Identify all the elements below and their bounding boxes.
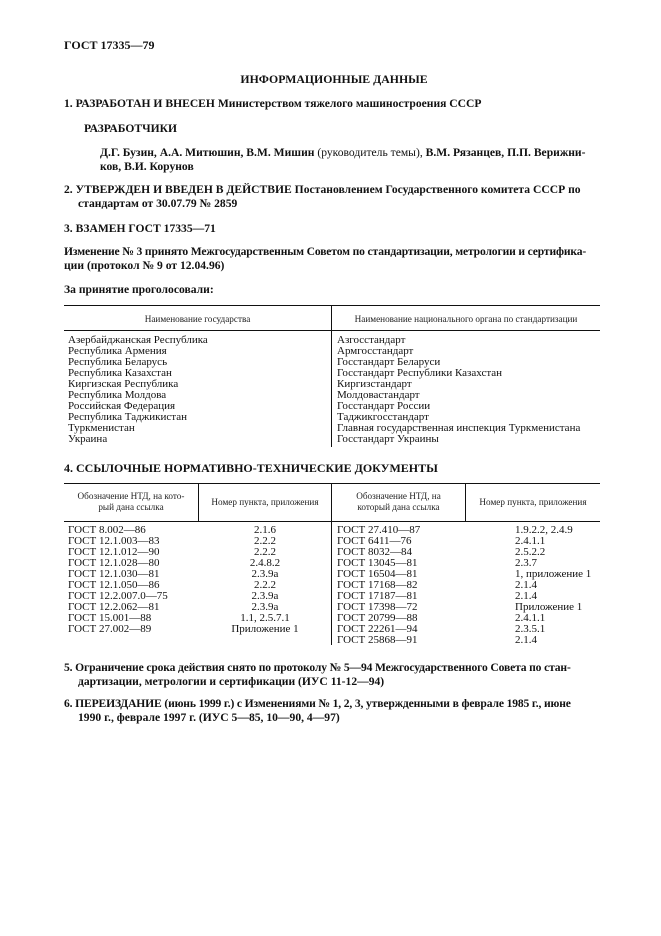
developers-names-rest: В.М. Рязанцев, П.П. Верижни- [425, 146, 586, 159]
document-id-header: ГОСТ 17335—79 [64, 38, 155, 52]
refs-row-ntd-left: ГОСТ 8.002—86 [68, 524, 146, 536]
section-2-line-2: стандартам от 30.07.79 № 2859 [78, 197, 238, 210]
states-row-body: Госстандарт Украины [337, 433, 439, 445]
refs-row-clause-left: 2.3.9а [251, 568, 279, 580]
refs-row-ntd-left: ГОСТ 15.001—88 [68, 612, 152, 624]
refs-row-ntd-left: ГОСТ 27.002—89 [68, 623, 152, 635]
refs-row-clause-right: 2.1.4 [515, 590, 537, 602]
refs-row-ntd-right: ГОСТ 8032—84 [337, 546, 412, 558]
refs-row-ntd-right: ГОСТ 16504—81 [337, 568, 418, 580]
refs-row-ntd-right: ГОСТ 17168—82 [337, 579, 418, 591]
states-row-state: Азербайджанская Республика [68, 334, 208, 346]
refs-row-ntd-left: ГОСТ 12.1.028—80 [68, 557, 160, 569]
refs-row-clause-right: 2.4.1.1 [515, 535, 546, 547]
section-5-line-1: 5. Ограничение срока действия снято по протоколу № 5—94 Межгосударственного Совета по стан- [64, 661, 571, 674]
amendment-line-1: Изменение № 3 принято Межгосударственным Советом по стандартизации, метрологии и сертифика- [64, 245, 587, 258]
refs-row-clause-right: 2.1.4 [515, 634, 537, 646]
states-table-column-divider [331, 305, 332, 447]
refs-header-ntd-right: Обозначение НТД, на который дана ссылка [356, 491, 441, 512]
states-row-state: Республика Молдова [68, 389, 167, 401]
states-row-state: Киргизская Республика [68, 378, 179, 390]
refs-row-clause-left: 2.1.6 [254, 524, 276, 536]
page-title: ИНФОРМАЦИОННЫЕ ДАННЫЕ [240, 72, 428, 86]
section-6-text: (июнь 1999 г.) с Изменениями № 1, 2, 3, утвержденными в феврале 1985 г., июне [164, 697, 571, 710]
states-row-body: Главная государственная инспекция Туркменистана [337, 422, 581, 434]
refs-row-clause-right: 2.4.1.1 [515, 612, 546, 624]
section-1-text: Министерством тяжелого машиностроения СССР [217, 97, 482, 110]
states-row-state: Республика Казахстан [68, 367, 172, 379]
voted-label: За принятие проголосовали: [64, 283, 214, 296]
section-4-title: 4. ССЫЛОЧНЫЕ НОРМАТИВНО-ТЕХНИЧЕСКИЕ ДОКУМЕНТЫ [64, 461, 438, 475]
states-row-state: Туркменистан [68, 422, 135, 434]
refs-row-ntd-left: ГОСТ 12.1.012—90 [68, 546, 160, 558]
refs-row-ntd-left: ГОСТ 12.1.030—81 [68, 568, 160, 580]
refs-row-clause-left: 2.2.2 [254, 579, 276, 591]
states-table-header-body: Наименование национального органа по стандартизации [354, 314, 578, 324]
refs-row-ntd-left: ГОСТ 12.2.062—81 [68, 601, 160, 613]
refs-row-clause-right: 1.9.2.2, 2.4.9 [515, 524, 573, 536]
section-2-line-1 [64, 183, 604, 197]
refs-row-clause-left: Приложение 1 [231, 623, 299, 635]
refs-row-clause-right: 1, приложение 1 [515, 568, 592, 580]
states-row-state: Российская Федерация [68, 400, 176, 412]
refs-header-clause-right: Номер пункта, приложения [479, 497, 587, 507]
states-row-state: Украина [68, 433, 108, 445]
states-row-body: Молдовастандарт [337, 389, 420, 401]
states-row-body: Азгосстандарт [337, 334, 406, 346]
refs-row-ntd-left: ГОСТ 12.1.050—86 [68, 579, 160, 591]
refs-row-clause-left: 2.3.9а [251, 601, 279, 613]
section-6-line-2: 1990 г., феврале 1997 г. (ИУС 5—85, 10—90, 4—97) [78, 711, 340, 724]
developers-line-1 [100, 146, 610, 160]
developers-role: (руководитель темы), [317, 146, 423, 159]
refs-row-clause-right: 2.3.7 [515, 557, 537, 569]
states-row-body: Госстандарт России [337, 400, 431, 412]
refs-row-clause-left: 2.4.8.2 [249, 557, 281, 569]
refs-table-header-rule [64, 521, 600, 522]
section-6-line-1 [64, 697, 609, 711]
refs-header-ntd-left: Обозначение НТД, на кото- рый дана ссылка [77, 491, 185, 512]
states-row-state: Республика Армения [68, 345, 167, 357]
refs-row-ntd-right: ГОСТ 25868—91 [337, 634, 418, 646]
refs-row-clause-left: 1.1, 2.5.7.1 [240, 612, 290, 624]
refs-row-clause-left: 2.2.2 [254, 535, 276, 547]
states-table-top-rule [64, 305, 600, 306]
refs-row-ntd-right: ГОСТ 20799—88 [337, 612, 418, 624]
developers-names: Д.Г. Бузин, А.А. Митюшин, В.М. Мишин [100, 146, 315, 159]
refs-table-top-rule [64, 483, 600, 484]
refs-header-clause-left: Номер пункта, приложения [211, 497, 319, 507]
refs-row-clause-right: Приложение 1 [515, 601, 583, 613]
states-row-state: Республика Беларусь [68, 356, 168, 368]
refs-row-clause-right: 2.1.4 [515, 579, 537, 591]
refs-row-clause-left: 2.2.2 [254, 546, 276, 558]
section-5-line-2: дартизации, метрологии и сертификации (ИУС 11-12—94) [78, 675, 385, 688]
refs-row-ntd-right: ГОСТ 17187—81 [337, 590, 418, 602]
section-1 [64, 97, 604, 111]
refs-row-ntd-right: ГОСТ 27.410—87 [337, 524, 421, 536]
states-row-body: Госстандарт Беларуси [337, 356, 441, 368]
section-1-lead: 1. РАЗРАБОТАН И ВНЕСЕН [64, 97, 215, 110]
states-row-body: Киргизстандарт [337, 378, 412, 390]
states-table-header-rule [64, 330, 600, 331]
states-table-header-state: Наименование государства [144, 314, 251, 324]
developers-line-2: ков, В.И. Корунов [100, 160, 194, 173]
developers-title: РАЗРАБОТЧИКИ [84, 122, 178, 135]
states-row-body: Таджикгосстандарт [337, 411, 429, 423]
refs-row-ntd-right: ГОСТ 13045—81 [337, 557, 418, 569]
amendment-line-2: ции (протокол № 9 от 12.04.96) [64, 259, 225, 272]
section-2-text: Постановлением Государственного комитета СССР по [294, 183, 581, 196]
states-row-body: Армгосстандарт [337, 345, 414, 357]
section-6-lead: 6. ПЕРЕИЗДАНИЕ [64, 697, 162, 710]
refs-row-ntd-left: ГОСТ 12.1.003—83 [68, 535, 160, 547]
refs-row-ntd-right: ГОСТ 22261—94 [337, 623, 418, 635]
states-row-body: Госстандарт Республики Казахстан [337, 367, 503, 379]
refs-row-ntd-right: ГОСТ 17398—72 [337, 601, 418, 613]
refs-row-ntd-left: ГОСТ 12.2.007.0—75 [68, 590, 168, 602]
refs-row-clause-left: 2.3.9а [251, 590, 279, 602]
section-2-lead: 2. УТВЕРЖДЕН И ВВЕДЕН В ДЕЙСТВИЕ [64, 183, 292, 196]
refs-row-clause-right: 2.5.2.2 [515, 546, 546, 558]
states-row-state: Республика Таджикистан [68, 411, 187, 423]
refs-row-ntd-right: ГОСТ 6411—76 [337, 535, 412, 547]
refs-row-clause-right: 2.3.5.1 [515, 623, 546, 635]
section-3: 3. ВЗАМЕН ГОСТ 17335—71 [64, 222, 216, 235]
